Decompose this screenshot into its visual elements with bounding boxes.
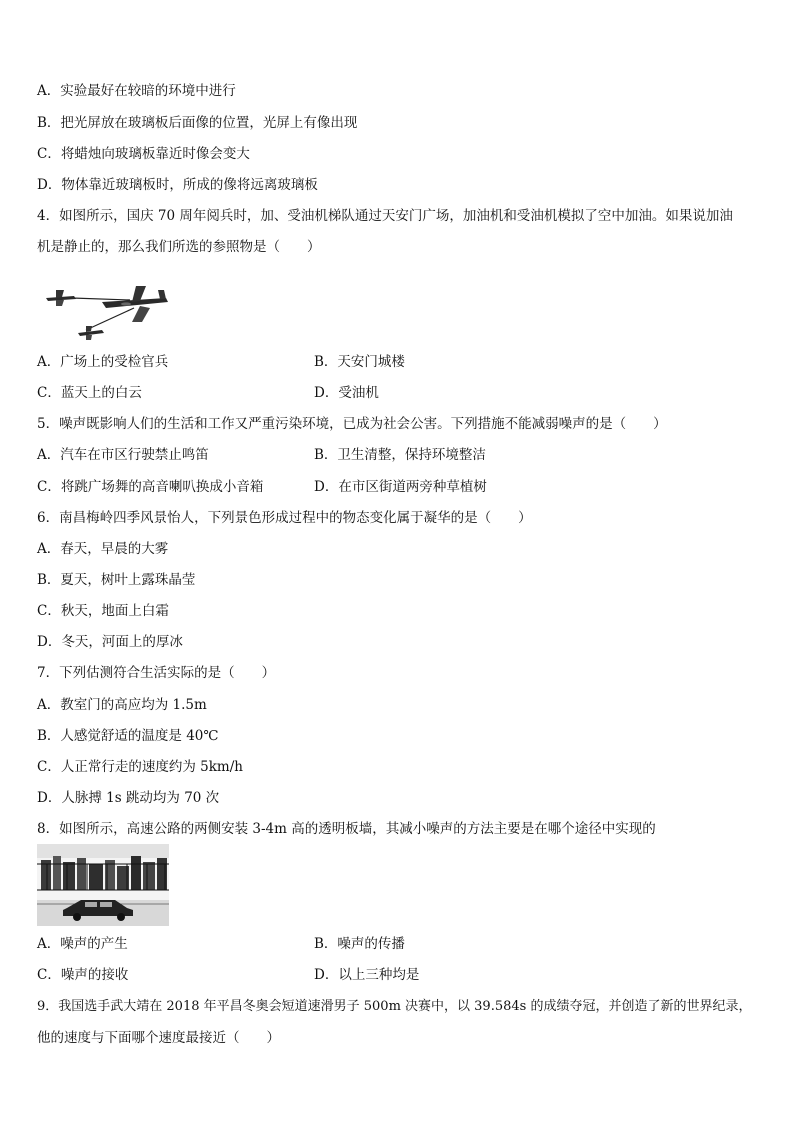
highway-sound-barrier-figure xyxy=(37,844,169,926)
q7-option-c: C．人正常行走的速度约为 5km/h xyxy=(37,759,243,775)
q9-stem-line-1: 9．我国选手武大靖在 2018 年平昌冬奥会短道速滑男子 500m 决赛中，以 39.584s 的成绩夺冠，并创造了新的世界纪录， xyxy=(37,999,752,1014)
q3-option-d: D．物体靠近玻璃板时，所成的像将远离玻璃板 xyxy=(37,177,318,193)
q6-option-a: A．春天，早晨的大雾 xyxy=(37,541,169,557)
q5-options-row-2 xyxy=(37,478,757,496)
q4-option-d: D．受油机 xyxy=(314,385,379,401)
tanker-aircraft-icon xyxy=(102,286,168,322)
q5-option-c: C．将跳广场舞的高音喇叭换成小音箱 xyxy=(37,479,264,495)
q4-option-b: B．天安门城楼 xyxy=(314,354,405,370)
q5-option-d: D．在市区街道两旁种草植树 xyxy=(314,479,487,495)
refueling-hose-upper xyxy=(72,298,130,300)
q8-option-c: C．噪声的接收 xyxy=(37,967,129,983)
q5-stem: 5．噪声既影响人们的生活和工作又严重污染环境，已成为社会公害。下列措施不能减弱噪声的是（ ） xyxy=(37,416,667,432)
q4-options-row-1 xyxy=(37,353,757,371)
q6-option-c: C．秋天，地面上白霜 xyxy=(37,603,169,619)
q4-option-c: C．蓝天上的白云 xyxy=(37,385,142,401)
q8-option-a: A．噪声的产生 xyxy=(37,936,128,952)
q7-option-b: B．人感觉舒适的温度是 40℃ xyxy=(37,728,219,744)
q9-stem-line-2: 他的速度与下面哪个速度最接近（ ） xyxy=(37,1030,280,1046)
aerial-refueling-figure xyxy=(42,278,170,344)
q4-stem-line-2: 机是静止的，那么我们所选的参照物是（ ） xyxy=(37,239,321,255)
q8-options-row-1 xyxy=(37,935,757,953)
refueling-hose-lower xyxy=(86,308,134,330)
q8-options-row-2 xyxy=(37,966,757,984)
q5-options-row-1 xyxy=(37,446,757,464)
receiver-fighter-upper-icon xyxy=(46,290,76,306)
receiver-fighter-lower-icon xyxy=(78,326,104,340)
q5-option-a: A．汽车在市区行驶禁止鸣笛 xyxy=(37,447,209,463)
q6-option-d: D．冬天，河面上的厚冰 xyxy=(37,634,183,650)
q5-option-b: B．卫生清整，保持环境整洁 xyxy=(314,447,486,463)
q4-stem-line-1: 4．如图所示，国庆 70 周年阅兵时，加、受油机梯队通过天安门广场，加油机和受油机模拟了空中加油。如果说加油 xyxy=(37,208,733,224)
q6-option-b: B．夏天，树叶上露珠晶莹 xyxy=(37,572,196,588)
q4-options-row-2 xyxy=(37,384,757,402)
q8-option-b: B．噪声的传播 xyxy=(314,936,405,952)
q3-option-b: B．把光屏放在玻璃板后面像的位置，光屏上有像出现 xyxy=(37,115,358,131)
q7-option-a: A．教室门的高应均为 1.5m xyxy=(37,697,207,713)
q3-option-a: A．实验最好在较暗的环境中进行 xyxy=(37,83,236,99)
q8-option-d: D．以上三种均是 xyxy=(314,967,420,983)
q7-stem: 7．下列估测符合生活实际的是（ ） xyxy=(37,665,276,681)
q4-option-a: A．广场上的受检官兵 xyxy=(37,354,169,370)
q6-stem: 6．南昌梅岭四季风景怡人，下列景色形成过程中的物态变化属于凝华的是（ ） xyxy=(37,510,532,526)
q7-option-d: D．人脉搏 1s 跳动均为 70 次 xyxy=(37,790,220,806)
q3-option-c: C．将蜡烛向玻璃板靠近时像会变大 xyxy=(37,146,250,162)
q8-stem: 8．如图所示，高速公路的两侧安装 3-4m 高的透明板墙，其减小噪声的方法主要是在哪个途径中实现的 xyxy=(37,821,656,837)
